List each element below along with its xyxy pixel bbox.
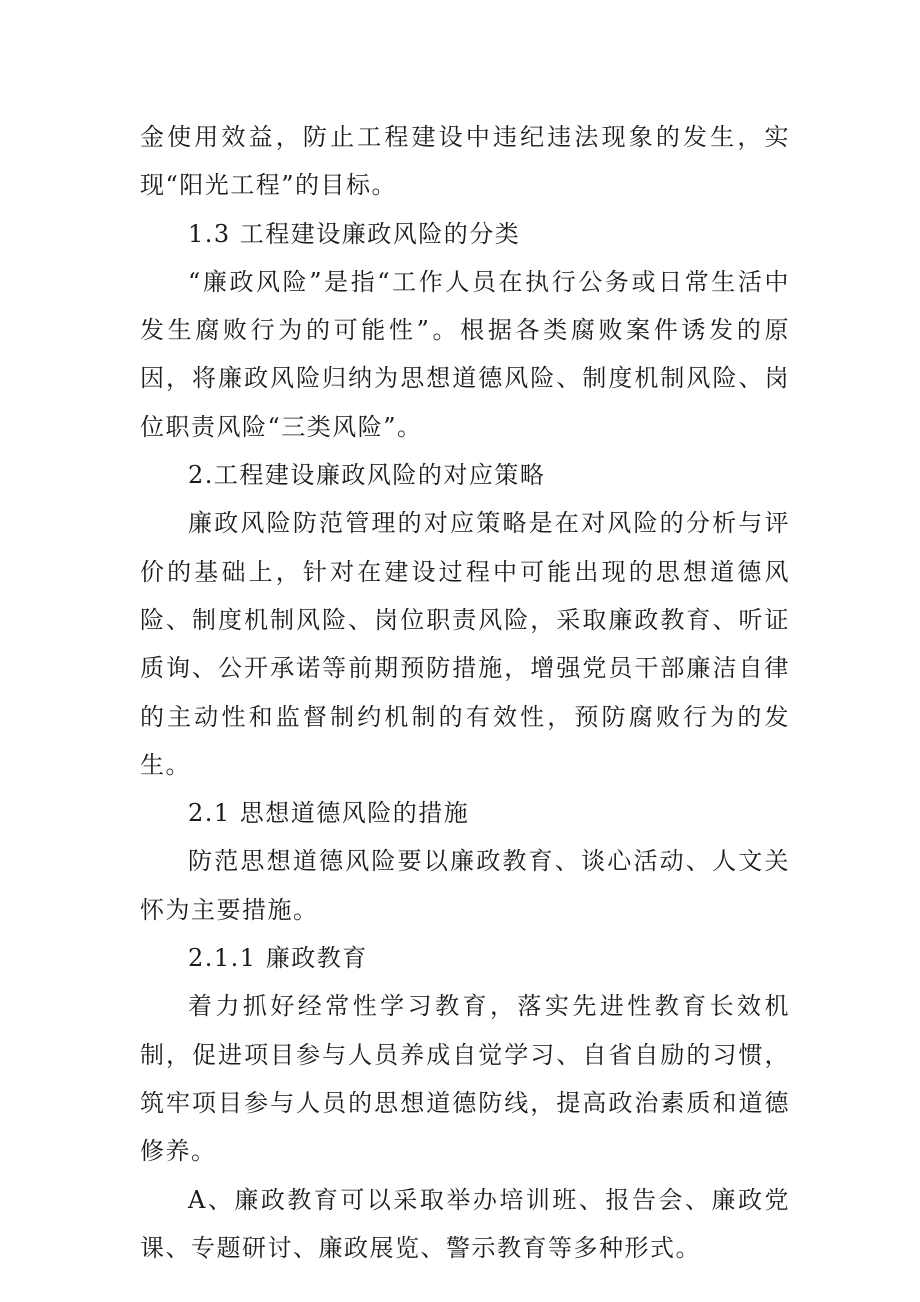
paragraph-1: 金使用效益，防止工程建设中违纪违法现象的发生，实现“阳光工程”的目标。 [140, 123, 790, 200]
paragraph-6: A、廉政教育可以采取举办培训班、报告会、廉政党课、专题研讨、廉政展览、警示教育等多种形式。 [140, 1185, 790, 1262]
paragraph-4: 防范思想道德风险要以廉政教育、谈心活动、人文关怀为主要措施。 [140, 847, 790, 924]
document-body [140, 113, 790, 1272]
section-heading-2: 2.工程建设廉政风险的对应策略 [188, 461, 546, 490]
section-heading-2-1: 2.1 思想道德风险的措施 [188, 799, 470, 828]
paragraph-2: “廉政风险”是指“工作人员在执行公务或日常生活中发生腐败行为的可能性”。根据各类腐败案件诱发的原因，将廉政风险归纳为思想道德风险、制度机制风险、岗位职责风险“三类风险”。 [140, 267, 790, 441]
section-heading-2-1-1: 2.1.1 廉政教育 [188, 944, 368, 973]
paragraph-5: 着力抓好经常性学习教育，落实先进性教育长效机制，促进项目参与人员养成自觉学习、自省自励的习惯，筑牢项目参与人员的思想道德防线，提高政治素质和道德修养。 [140, 992, 790, 1166]
section-heading-1-3: 1.3 工程建设廉政风险的分类 [188, 219, 521, 248]
paragraph-3: 廉政风险防范管理的对应策略是在对风险的分析与评价的基础上，针对在建设过程中可能出现的思想道德风险、制度机制风险、岗位职责风险，采取廉政教育、听证质询、公开承诺等前期预防措施，增强党员干部廉洁自律的主动性和监督制约机制的有效性，预防腐败行为的发生。 [140, 509, 790, 779]
